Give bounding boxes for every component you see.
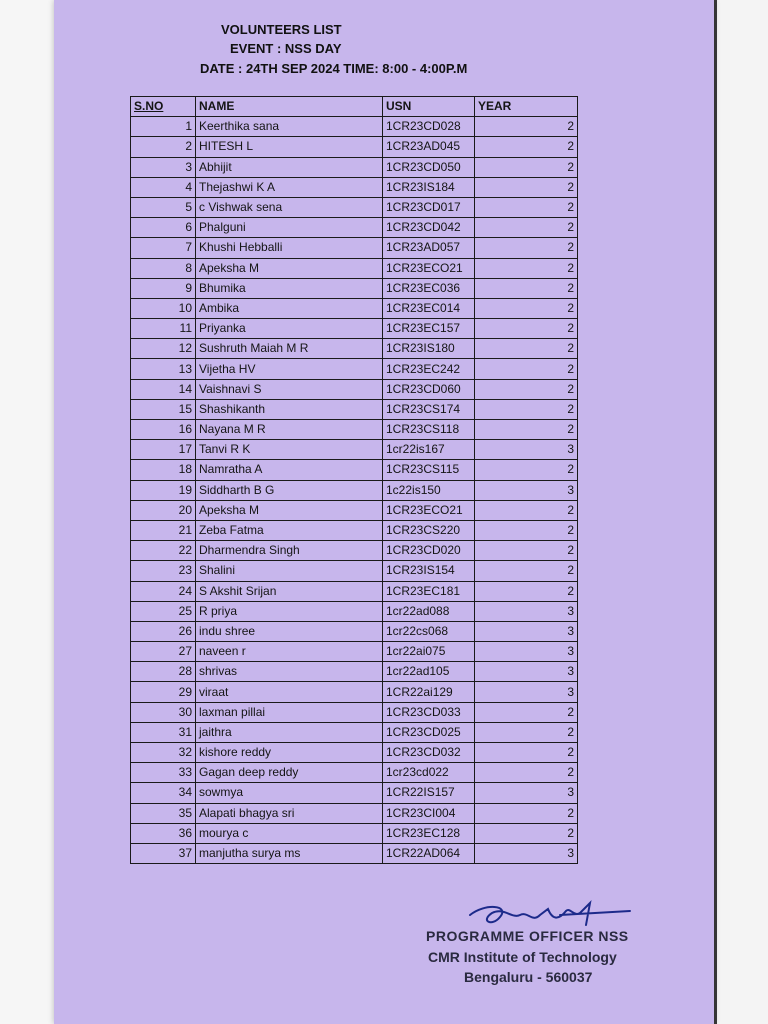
cell-usn: 1CR22ai129 (383, 682, 475, 702)
cell-year: 2 (475, 763, 578, 783)
cell-name: Ambika (196, 298, 383, 318)
table-row (131, 702, 578, 722)
cell-sno: 23 (131, 561, 196, 581)
cell-sno: 30 (131, 702, 196, 722)
table-body (131, 117, 578, 864)
cell-sno: 4 (131, 177, 196, 197)
table-row (131, 601, 578, 621)
table-row (131, 258, 578, 278)
cell-sno: 5 (131, 197, 196, 217)
cell-year: 3 (475, 783, 578, 803)
cell-year: 2 (475, 238, 578, 258)
signature-stamp (420, 895, 680, 995)
background-left (0, 0, 54, 1024)
cell-usn: 1CR23CI004 (383, 803, 475, 823)
cell-sno: 32 (131, 743, 196, 763)
cell-name: Dharmendra Singh (196, 541, 383, 561)
cell-year: 3 (475, 601, 578, 621)
cell-usn: 1CR23CD017 (383, 197, 475, 217)
cell-usn: 1CR23ECO21 (383, 258, 475, 278)
document-title: VOLUNTEERS LIST (221, 22, 342, 37)
cell-year: 2 (475, 319, 578, 339)
cell-name: sowmya (196, 783, 383, 803)
cell-year: 2 (475, 117, 578, 137)
cell-usn: 1c22is150 (383, 480, 475, 500)
table-row (131, 783, 578, 803)
cell-year: 2 (475, 803, 578, 823)
table-row (131, 319, 578, 339)
cell-usn: 1CR23EC157 (383, 319, 475, 339)
cell-year: 2 (475, 218, 578, 238)
cell-name: Namratha A (196, 460, 383, 480)
cell-usn: 1CR23EC242 (383, 359, 475, 379)
column-header-year: YEAR (475, 97, 578, 117)
cell-year: 3 (475, 843, 578, 863)
cell-name: Apeksha M (196, 258, 383, 278)
stamp-title: PROGRAMME OFFICER NSS (426, 928, 629, 944)
cell-name: Apeksha M (196, 500, 383, 520)
cell-usn: 1cr22ai075 (383, 642, 475, 662)
cell-year: 2 (475, 177, 578, 197)
cell-name: HITESH L (196, 137, 383, 157)
table-row (131, 197, 578, 217)
cell-name: shrivas (196, 662, 383, 682)
cell-sno: 20 (131, 500, 196, 520)
cell-sno: 11 (131, 319, 196, 339)
cell-usn: 1CR22AD064 (383, 843, 475, 863)
table-row (131, 460, 578, 480)
cell-name: Siddharth B G (196, 480, 383, 500)
cell-sno: 24 (131, 581, 196, 601)
cell-sno: 16 (131, 420, 196, 440)
cell-sno: 22 (131, 541, 196, 561)
cell-year: 2 (475, 541, 578, 561)
cell-name: Nayana M R (196, 420, 383, 440)
cell-usn: 1CR23IS180 (383, 339, 475, 359)
stamp-location: Bengaluru - 560037 (464, 969, 593, 985)
table-row (131, 218, 578, 238)
cell-sno: 35 (131, 803, 196, 823)
cell-sno: 36 (131, 823, 196, 843)
column-header-usn: USN (383, 97, 475, 117)
cell-sno: 12 (131, 339, 196, 359)
cell-usn: 1CR23ECO21 (383, 500, 475, 520)
cell-sno: 14 (131, 379, 196, 399)
table-row (131, 662, 578, 682)
cell-year: 2 (475, 137, 578, 157)
cell-sno: 15 (131, 399, 196, 419)
cell-name: laxman pillai (196, 702, 383, 722)
table-row (131, 581, 578, 601)
cell-year: 3 (475, 662, 578, 682)
cell-sno: 18 (131, 460, 196, 480)
cell-year: 2 (475, 399, 578, 419)
cell-usn: 1CR23AD057 (383, 238, 475, 258)
cell-name: Gagan deep reddy (196, 763, 383, 783)
table-row (131, 298, 578, 318)
cell-year: 2 (475, 823, 578, 843)
cell-name: Priyanka (196, 319, 383, 339)
cell-usn: 1CR23CS220 (383, 520, 475, 540)
cell-name: Bhumika (196, 278, 383, 298)
cell-sno: 10 (131, 298, 196, 318)
table-row (131, 339, 578, 359)
table-row (131, 722, 578, 742)
cell-sno: 2 (131, 137, 196, 157)
cell-year: 2 (475, 722, 578, 742)
cell-sno: 17 (131, 440, 196, 460)
cell-year: 3 (475, 440, 578, 460)
cell-year: 2 (475, 197, 578, 217)
column-header-name: NAME (196, 97, 383, 117)
cell-usn: 1CR23EC014 (383, 298, 475, 318)
cell-usn: 1CR23CD060 (383, 379, 475, 399)
table-header-row (131, 97, 578, 117)
cell-name: indu shree (196, 621, 383, 641)
table-row (131, 480, 578, 500)
stamp-institute: CMR Institute of Technology (428, 949, 617, 965)
table-row (131, 520, 578, 540)
cell-usn: 1cr23cd022 (383, 763, 475, 783)
cell-usn: 1CR23EC036 (383, 278, 475, 298)
table-row (131, 682, 578, 702)
cell-name: Thejashwi K A (196, 177, 383, 197)
cell-year: 2 (475, 520, 578, 540)
table-row (131, 379, 578, 399)
cell-name: Sushruth Maiah M R (196, 339, 383, 359)
cell-usn: 1cr22ad088 (383, 601, 475, 621)
table-row (131, 803, 578, 823)
volunteers-table (130, 96, 578, 864)
cell-sno: 26 (131, 621, 196, 641)
cell-usn: 1cr22is167 (383, 440, 475, 460)
cell-sno: 27 (131, 642, 196, 662)
cell-usn: 1CR23CS115 (383, 460, 475, 480)
table-row (131, 843, 578, 863)
cell-usn: 1CR23CD032 (383, 743, 475, 763)
cell-usn: 1CR23CS174 (383, 399, 475, 419)
table-row (131, 359, 578, 379)
cell-year: 2 (475, 157, 578, 177)
cell-usn: 1CR23IS184 (383, 177, 475, 197)
cell-name: Tanvi R K (196, 440, 383, 460)
cell-name: Alapati bhagya sri (196, 803, 383, 823)
cell-name: viraat (196, 682, 383, 702)
cell-year: 2 (475, 743, 578, 763)
background-right (714, 0, 768, 1024)
cell-year: 3 (475, 621, 578, 641)
table-row (131, 561, 578, 581)
cell-usn: 1cr22cs068 (383, 621, 475, 641)
table-row (131, 621, 578, 641)
cell-usn: 1CR23IS154 (383, 561, 475, 581)
cell-usn: 1CR23EC128 (383, 823, 475, 843)
table-row (131, 117, 578, 137)
cell-sno: 9 (131, 278, 196, 298)
table-row (131, 541, 578, 561)
cell-name: mourya c (196, 823, 383, 843)
cell-name: Phalguni (196, 218, 383, 238)
cell-sno: 19 (131, 480, 196, 500)
table-row (131, 137, 578, 157)
cell-usn: 1CR23AD045 (383, 137, 475, 157)
cell-year: 2 (475, 500, 578, 520)
cell-usn: 1cr22ad105 (383, 662, 475, 682)
table-row (131, 157, 578, 177)
cell-name: c Vishwak sena (196, 197, 383, 217)
cell-sno: 33 (131, 763, 196, 783)
cell-year: 3 (475, 682, 578, 702)
cell-sno: 21 (131, 520, 196, 540)
event-name: EVENT : NSS DAY (230, 41, 342, 56)
cell-usn: 1CR22IS157 (383, 783, 475, 803)
cell-year: 2 (475, 561, 578, 581)
cell-usn: 1CR23CD020 (383, 541, 475, 561)
cell-year: 2 (475, 278, 578, 298)
cell-name: Vaishnavi S (196, 379, 383, 399)
cell-name: naveen r (196, 642, 383, 662)
cell-usn: 1CR23CD025 (383, 722, 475, 742)
cell-sno: 28 (131, 662, 196, 682)
cell-year: 2 (475, 460, 578, 480)
cell-sno: 6 (131, 218, 196, 238)
cell-year: 2 (475, 258, 578, 278)
cell-sno: 3 (131, 157, 196, 177)
table-row (131, 399, 578, 419)
cell-year: 2 (475, 379, 578, 399)
table-row (131, 642, 578, 662)
table-row (131, 763, 578, 783)
cell-sno: 29 (131, 682, 196, 702)
cell-year: 2 (475, 581, 578, 601)
table-row (131, 440, 578, 460)
cell-sno: 34 (131, 783, 196, 803)
cell-year: 3 (475, 642, 578, 662)
cell-sno: 1 (131, 117, 196, 137)
cell-name: Abhijit (196, 157, 383, 177)
cell-year: 2 (475, 702, 578, 722)
cell-name: manjutha surya ms (196, 843, 383, 863)
column-header-sno: S.NO (131, 97, 196, 117)
table-row (131, 420, 578, 440)
cell-year: 2 (475, 339, 578, 359)
table-row (131, 238, 578, 258)
cell-name: S Akshit Srijan (196, 581, 383, 601)
cell-usn: 1CR23CS118 (383, 420, 475, 440)
cell-usn: 1CR23CD033 (383, 702, 475, 722)
cell-year: 2 (475, 359, 578, 379)
cell-name: Shalini (196, 561, 383, 581)
cell-sno: 7 (131, 238, 196, 258)
cell-name: R priya (196, 601, 383, 621)
cell-sno: 31 (131, 722, 196, 742)
table-row (131, 823, 578, 843)
cell-name: Khushi Hebballi (196, 238, 383, 258)
cell-sno: 37 (131, 843, 196, 863)
cell-name: Vijetha HV (196, 359, 383, 379)
table-row (131, 743, 578, 763)
cell-sno: 13 (131, 359, 196, 379)
cell-name: Shashikanth (196, 399, 383, 419)
cell-year: 2 (475, 420, 578, 440)
cell-name: jaithra (196, 722, 383, 742)
cell-sno: 8 (131, 258, 196, 278)
cell-usn: 1CR23EC181 (383, 581, 475, 601)
cell-sno: 25 (131, 601, 196, 621)
event-date-time: DATE : 24TH SEP 2024 TIME: 8:00 - 4:00P.M (200, 61, 468, 76)
cell-year: 3 (475, 480, 578, 500)
cell-usn: 1CR23CD050 (383, 157, 475, 177)
table-row (131, 177, 578, 197)
cell-name: Keerthika sana (196, 117, 383, 137)
cell-usn: 1CR23CD028 (383, 117, 475, 137)
cell-name: kishore reddy (196, 743, 383, 763)
cell-year: 2 (475, 298, 578, 318)
cell-usn: 1CR23CD042 (383, 218, 475, 238)
cell-name: Zeba Fatma (196, 520, 383, 540)
table-row (131, 278, 578, 298)
table-row (131, 500, 578, 520)
